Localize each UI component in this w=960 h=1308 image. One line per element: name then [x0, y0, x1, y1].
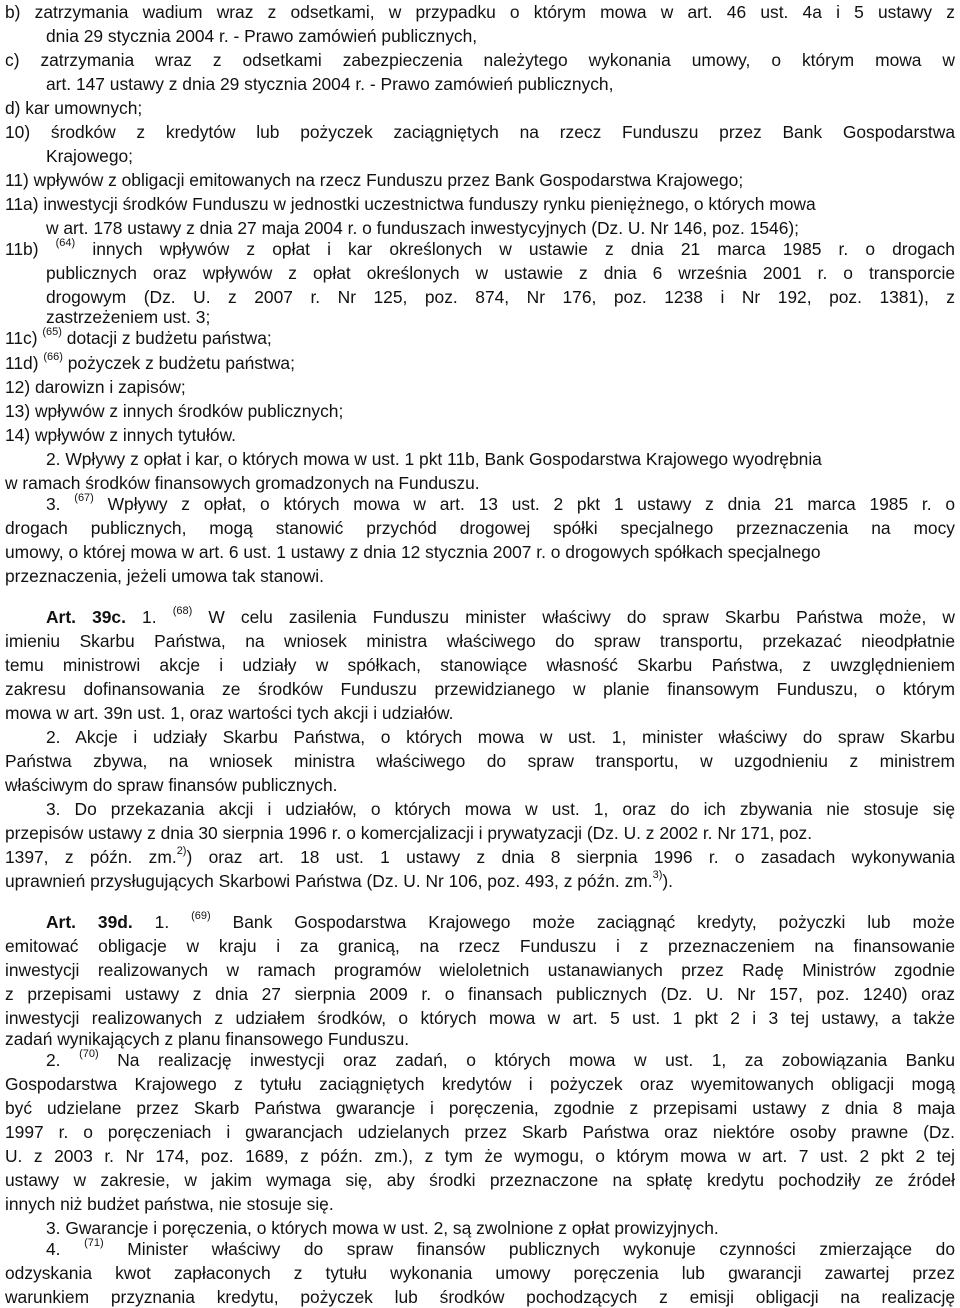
- item-marker: 11c): [5, 328, 38, 348]
- footnote-ref: 3): [652, 869, 663, 881]
- text-line: [5, 751, 955, 771]
- line-text: imieniu Skarbu Państwa, na wniosek ministra właściwego do spraw transportu, przekazać nieodpłatnie: [5, 631, 955, 651]
- footnote-ref: 2): [176, 845, 187, 857]
- text-line: [5, 50, 955, 70]
- text-line: [46, 263, 955, 283]
- line-text: Wpływy z opłat, o których mowa w art. 13 ust. 2 pkt 1 ustawy z dnia 21 marca 1985 r. o: [107, 494, 955, 514]
- text-line: [5, 239, 955, 259]
- line-text: ).: [662, 871, 674, 891]
- text-line: [46, 799, 955, 819]
- line-text: z przepisami ustawy z dnia 27 sierpnia 2009 r. o finansach publicznych (Dz. U. Nr 157, poz. 1240) oraz: [5, 984, 955, 1004]
- text-line: [5, 679, 955, 699]
- text-line: [46, 1239, 955, 1259]
- line-text: w art. 178 ustawy z dnia 27 maja 2004 r. o funduszach inwestycyjnych (Dz. U. Nr 146, poz. 1546);: [46, 218, 800, 238]
- article-number: Art. 39c.: [46, 607, 126, 627]
- text-line: [5, 566, 324, 586]
- text-line: [5, 425, 236, 445]
- line-text: zastrzeżeniem ust. 3;: [46, 307, 211, 327]
- line-text: Gospodarstwa Krajowego z tytułu zaciągniętych kredytów i pożyczek oraz wyemitowanych obligacji mogą: [5, 1074, 955, 1094]
- text-line: [5, 1170, 955, 1190]
- line-text: dotacji z budżetu państwa;: [66, 328, 272, 348]
- text-line: [5, 328, 272, 348]
- text-line: [5, 518, 955, 538]
- line-text: inwestycji realizowanych w ramach programów wieloletnich ustanawianych przez Radę Ministrów zgodnie: [5, 960, 955, 980]
- text-line: [5, 1029, 409, 1049]
- line-text: w ramach środków finansowych gromadzonych na Funduszu.: [5, 473, 480, 493]
- text-line: [5, 1287, 955, 1307]
- line-text: zadań wynikających z planu finansowego Funduszu.: [5, 1029, 410, 1049]
- text-line: [46, 1050, 955, 1070]
- text-line: [5, 377, 186, 397]
- line-text: Krajowego;: [46, 146, 134, 166]
- text-line: [46, 607, 955, 627]
- text-line: [5, 703, 453, 723]
- line-text: przeznaczenia, jeżeli umowa tak stanowi.: [5, 566, 324, 586]
- line-text: 1397, z późn. zm.: [5, 847, 177, 867]
- item-marker: 3.: [46, 494, 61, 514]
- line-text: 10) środków z kredytów lub pożyczek zaciągniętych na rzecz Funduszu przez Bank Gospodarstwa: [5, 122, 955, 142]
- line-text: umowy, o której mowa w art. 6 ust. 1 ustawy z dnia 12 stycznia 2007 r. o drogowych spółkach specjalnego: [5, 542, 821, 562]
- line-text: 2. Wpływy z opłat i kar, o których mowa w ust. 1 pkt 11b, Bank Gospodarstwa Krajowego wyodrębnia: [46, 449, 822, 469]
- text-line: [5, 542, 821, 562]
- line-text: U. z 2003 r. Nr 174, poz. 1689, z późn. zm.), z tym że wymogu, o którym mowa w art. 7 ust. 2 pkt 2 tej: [5, 1146, 955, 1166]
- line-text: 1997 r. o poręczeniach i gwarancjach udzielanych przez Skarb Państwa oraz niektóre osoby prawne (Dz.: [5, 1122, 955, 1142]
- text-line: [46, 287, 955, 307]
- text-line: [5, 194, 816, 214]
- line-text: 3. Do przekazania akcji i udziałów, o których mowa w ust. 1, oraz do ich zbywania nie stosuje się: [46, 799, 955, 819]
- item-marker: 1.: [154, 912, 170, 932]
- line-text: drogowym (Dz. U. z 2007 r. Nr 125, poz. 874, Nr 176, poz. 1238 i Nr 192, poz. 1381), z: [46, 287, 955, 307]
- item-marker: 1.: [142, 607, 157, 627]
- text-line: [5, 1194, 334, 1214]
- text-line: [5, 1146, 955, 1166]
- text-line: [5, 98, 142, 118]
- footnote-ref: (70): [79, 1048, 99, 1060]
- line-text: Państwa zbywa, na wniosek ministra właściwego do spraw transportu, w uzgodnieniu z ministrem: [5, 751, 955, 771]
- text-line: [46, 494, 955, 514]
- text-line: [46, 26, 477, 46]
- line-text: 14) wpływów z innych tytułów.: [5, 425, 237, 445]
- line-text: emitować obligacje w kraju i za granicą, na rzecz Funduszu i z przeznaczeniem na finansowanie: [5, 936, 955, 956]
- line-text: 2. Akcje i udziały Skarbu Państwa, o których mowa w ust. 1, minister właściwy do spraw Skarbu: [46, 727, 955, 747]
- line-text: być udzielane przez Skarb Państwa gwarancje i poręczenia, zgodnie z przepisami ustawy z dnia 8 maja: [5, 1098, 955, 1118]
- line-text: Na realizację inwestycji oraz zadań, o których mowa w ust. 1, za zobowiązania Banku: [117, 1050, 955, 1070]
- text-line: [5, 170, 743, 190]
- line-text: pożyczek z budżetu państwa;: [67, 353, 295, 373]
- line-text: zakresu dofinansowania ze środków Funduszu przewidzianego w planie finansowym Funduszu, o którym: [5, 679, 955, 699]
- item-marker: 11b): [5, 239, 39, 259]
- line-text: art. 147 ustawy z dnia 29 stycznia 2004 r. - Prawo zamówień publicznych,: [46, 74, 614, 94]
- text-line: [5, 936, 955, 956]
- text-line: [5, 1008, 955, 1028]
- text-line: [46, 146, 133, 166]
- footnote-ref: (69): [191, 910, 211, 922]
- item-marker: 11d): [5, 353, 39, 373]
- line-text: 3. Gwarancje i poręczenia, o których mowa w ust. 2, są zwolnione z opłat prowizyjnych.: [46, 1218, 719, 1238]
- line-text: ustawy w zakresie, w jakim wymaga się, aby środki przeznaczone na spłatę kredytu pochodziły ze źródeł: [5, 1170, 955, 1190]
- text-line: [5, 871, 673, 891]
- line-text: Minister właściwy do spraw finansów publicznych wykonuje czynności zmierzające do: [127, 1239, 955, 1259]
- text-line: [5, 353, 295, 373]
- line-text: Bank Gospodarstwa Krajowego może zaciągnąć kredyty, pożyczki lub może: [232, 912, 955, 932]
- line-text: przepisów ustawy z dnia 30 sierpnia 1996 r. o komercjalizacji i prywatyzacji (Dz. U. z 2002 r. Nr 171, poz.: [5, 823, 813, 843]
- text-line: [5, 473, 480, 493]
- line-text: 13) wpływów z innych środków publicznych;: [5, 401, 344, 421]
- footnote-ref: (67): [74, 492, 94, 504]
- text-line: [46, 74, 613, 94]
- footnote-ref: (66): [43, 351, 63, 363]
- text-line: [5, 823, 812, 843]
- text-line: [5, 2, 955, 22]
- line-text: c) zatrzymania wraz z odsetkami zabezpieczenia należytego wykonania umowy, o którym mowa w: [5, 50, 955, 70]
- text-line: [5, 1263, 955, 1283]
- line-text: innych niż budżet państwa, nie stosuje się.: [5, 1194, 334, 1214]
- text-line: [5, 1074, 955, 1094]
- text-line: [5, 1098, 955, 1118]
- footnote-ref: (71): [84, 1237, 104, 1249]
- text-line: [5, 1122, 955, 1142]
- text-line: [46, 218, 799, 238]
- text-line: [5, 631, 955, 651]
- text-line: [46, 307, 210, 327]
- line-text: b) zatrzymania wadium wraz z odsetkami, w przypadku o którym mowa w art. 46 ust. 4a i 5 ustawy z: [5, 2, 955, 22]
- line-text: 11a) inwestycji środków Funduszu w jednostki uczestnictwa funduszy rynku pieniężnego, o których mowa: [5, 194, 816, 214]
- item-marker: 4.: [46, 1239, 61, 1259]
- text-line: [5, 960, 955, 980]
- line-text: ) oraz art. 18 ust. 1 ustawy z dnia 8 sierpnia 1996 r. o zasadach wykonywania: [186, 847, 956, 867]
- text-line: [46, 727, 955, 747]
- line-text: drogach publicznych, mogą stanowić przychód drogowej spółki specjalnego przeznaczenia na mocy: [5, 518, 955, 538]
- line-text: W celu zasilenia Funduszu minister właściwy do spraw Skarbu Państwa może, w: [208, 607, 955, 627]
- text-line: [5, 847, 955, 867]
- text-line: [5, 655, 955, 675]
- line-text: inwestycji realizowanych z udziałem środków, o których mowa w art. 5 ust. 1 pkt 2 i 3 tej ustawy, a także: [5, 1008, 955, 1028]
- line-text: mowa w art. 39n ust. 1, oraz wartości tych akcji i udziałów.: [5, 703, 454, 723]
- line-text: 11) wpływów z obligacji emitowanych na rzecz Funduszu przez Bank Gospodarstwa Krajowego;: [5, 170, 744, 190]
- line-text: warunkiem przyznania kredytu, pożyczek lub środków pochodzących z emisji obligacji na realizację: [5, 1287, 955, 1307]
- text-line: [5, 775, 338, 795]
- line-text: uprawnień przysługujących Skarbowi Państwa (Dz. U. Nr 106, poz. 493, z późn. zm.: [5, 871, 653, 891]
- line-text: temu ministrowi akcje i udziały w spółkach, stanowiące własność Skarbu Państwa, z uwzględnieniem: [5, 655, 955, 675]
- text-line: [46, 449, 822, 469]
- footnote-ref: (65): [42, 326, 62, 338]
- text-line: [5, 122, 955, 142]
- line-text: 12) darowizn i zapisów;: [5, 377, 186, 397]
- text-line: [46, 1218, 719, 1238]
- text-line: [46, 912, 955, 932]
- line-text: innych wpływów z opłat i kar określonych w ustawie z dnia 21 marca 1985 r. o drogach: [92, 239, 955, 259]
- text-line: [5, 984, 955, 1004]
- footnote-ref: (68): [172, 605, 193, 617]
- line-text: d) kar umownych;: [5, 98, 143, 118]
- item-marker: 2.: [46, 1050, 61, 1070]
- footnote-ref: (64): [55, 237, 76, 249]
- article-number: Art. 39d.: [46, 912, 133, 932]
- text-line: [5, 401, 343, 421]
- line-text: właściwym do spraw finansów publicznych.: [5, 775, 338, 795]
- line-text: odzyskania kwot zapłaconych z tytułu wykonania umowy poręczenia lub gwarancji zawartej przez: [5, 1263, 955, 1283]
- line-text: publicznych oraz wpływów z opłat określonych w ustawie z dnia 6 września 2001 r. o transporcie: [46, 263, 955, 283]
- line-text: dnia 29 stycznia 2004 r. - Prawo zamówień publicznych,: [46, 26, 478, 46]
